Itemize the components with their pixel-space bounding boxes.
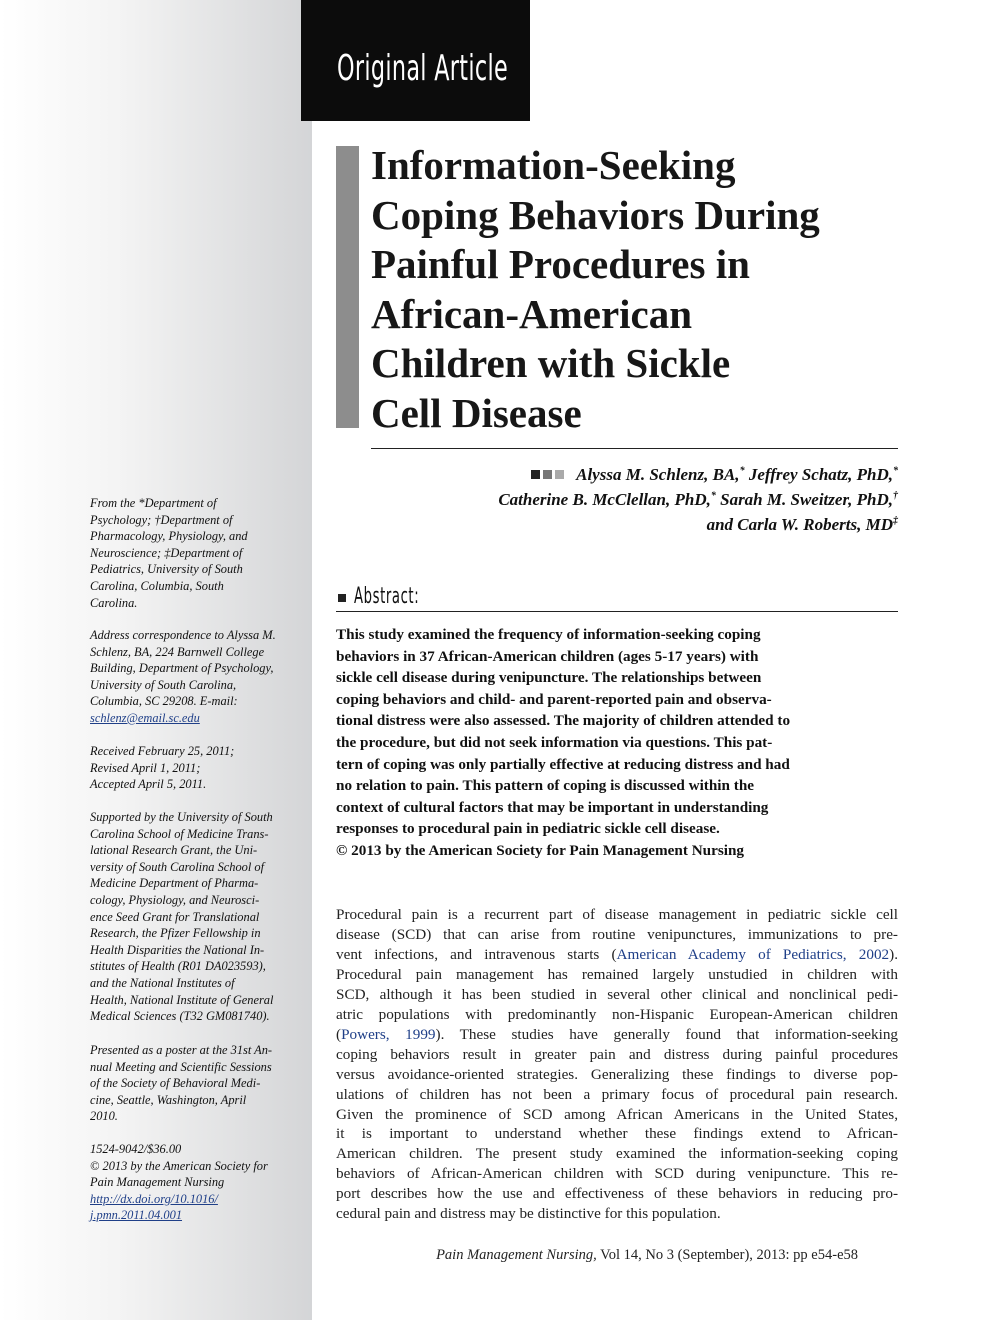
funding-note: Supported by the University of South Carolina School of Medicine Trans- lational Research Grant, the Uni- versity of South Carolina School of Medicine Department of Pharma- cology, Physiology, and Neurosci- ence Seed Grant for Translational Research, the Pfizer Fellowship in Health Disparities the National In- stitutes of Health (R01 DA023593), and the National Institutes of Health, National Institute of General Medical Sciences (T32 GM081740). [90, 810, 274, 1024]
abstract-line: no relation to pain. This pattern of coping is discussed within the [336, 777, 755, 795]
citation-link[interactable]: American Academy of Pediatrics, 2002 [616, 945, 890, 963]
affiliation-mark: * [739, 465, 745, 477]
title-line: African-American [371, 290, 693, 337]
abstract-line: behaviors in 37 African-American children (ages 5-17 years) with [336, 647, 759, 665]
body-line: it is important to understand whether these findings extend to African- [336, 1125, 898, 1143]
body-line: American children. The present study examined the information-seeking coping [336, 1145, 898, 1163]
body-paragraph [336, 905, 898, 1224]
title-accent-bar [336, 146, 359, 428]
copyright-note: 1524-9042/$36.00 © 2013 by the American Society for Pain Management Nursing http://dx.doi.org/10.1016/ j.pmn.2011.04.001 [90, 1141, 305, 1224]
affiliation-mark: † [893, 490, 898, 502]
body-line: coping behaviors result in greater pain and distress during painful procedures [336, 1045, 898, 1063]
square-icon-light [555, 470, 564, 479]
author-line [338, 512, 898, 537]
journal-citation: Vol 14, No 3 (September), 2013: pp e54-e58 [596, 1247, 858, 1263]
body-line: Given the prominence of SCD among African Americans in the United States, [336, 1105, 898, 1123]
doi-link[interactable]: j.pmn.2011.04.001 [90, 1208, 183, 1223]
article-title [371, 141, 911, 438]
title-line: Painful Procedures in [371, 241, 750, 287]
author-name: Sarah M. Sweitzer, PhD, [720, 490, 893, 509]
body-line: (Powers, 1999). These studies have generally found that information-seeking [336, 1025, 899, 1043]
abstract-line: tional distress were also assessed. The majority of children attended to [336, 712, 791, 730]
body-line: ulations of children has not been a primary focus of procedural pain research. [336, 1085, 898, 1103]
body-line: cedural pain and distress may be distinctive for this population. [336, 1205, 721, 1223]
abstract-text [336, 624, 901, 862]
citation-link[interactable]: Powers, 1999 [341, 1025, 436, 1043]
journal-footer [436, 1247, 858, 1264]
affiliation-mark: ‡ [893, 515, 898, 527]
abstract-rule [336, 611, 898, 612]
dates-note: Received February 25, 2011; Revised April 1, 2011; Accepted April 5, 2011. [90, 744, 235, 792]
square-bullet-icon [338, 594, 346, 602]
presentation-note: Presented as a poster at the 31st An- nual Meeting and Scientific Sessions of the Society of Behavioral Medi- cine, Seattle, Washington, April 2010. [90, 1043, 273, 1124]
body-line: SCD, although it has been studied in several other clinical and nonclinical pedi- [336, 985, 898, 1003]
affiliation-note: From the *Department of Psychology; †Department of Pharmacology, Physiology, and Neuroscience; ‡Department of Pediatrics, University of South Carolina, Columbia, South Carolina. [90, 496, 248, 610]
title-line: Cell Disease [371, 389, 582, 436]
article-type-label: Original Article [337, 48, 509, 89]
abstract-line: the procedure, but did not seek information via questions. This pat- [336, 733, 773, 751]
body-line: vent infections, and intravenous starts (American Academy of Pediatrics, 2002). [336, 945, 898, 963]
abstract-line: tern of coping was only partially effective at reducing distress and had [336, 755, 790, 773]
title-line: Information-Seeking [371, 142, 736, 188]
title-line: Coping Behaviors During [371, 191, 820, 238]
author-line [338, 462, 898, 487]
correspondence-note: Address correspondence to Alyssa M. Schlenz, BA, 224 Barnwell College Building, Department of Psychology, University of South Carolina, Columbia, SC 29208. E-mail: schlenz@email.sc.edu [90, 627, 305, 727]
abstract-heading: Abstract: [338, 584, 463, 609]
body-line: Procedural pain management has remained largely unstudied in children with [336, 965, 898, 983]
abstract-line: context of cultural factors that may be important in understanding [336, 798, 769, 816]
author-name: Catherine B. McClellan, PhD, [498, 490, 711, 509]
body-line: behaviors of African-American children with SCD during venipuncture. This re- [336, 1165, 898, 1183]
body-line: port describes how the use and effectiveness of these behaviors in reducing pro- [336, 1185, 898, 1203]
title-rule [371, 448, 898, 449]
affiliation-mark: * [893, 465, 898, 477]
journal-name: Pain Management Nursing, [436, 1247, 597, 1263]
square-icon-dark [531, 470, 540, 479]
article-type-banner [301, 0, 530, 121]
author-name: Jeffrey Schatz, PhD, [748, 465, 893, 484]
body-line: atric populations with predominantly non-Hispanic European-American children [336, 1005, 898, 1023]
square-icon-mid [543, 470, 552, 479]
body-line: disease (SCD) that can arise from routine venipunctures, immunizations to pre- [336, 925, 898, 943]
abstract-line: This study examined the frequency of information-seeking coping [336, 626, 761, 643]
body-line: versus avoidance-oriented strategies. Generalizing these findings to diverse pop- [336, 1065, 898, 1083]
email-link[interactable]: schlenz@email.sc.edu [90, 710, 200, 725]
body-line: Procedural pain is a recurrent part of disease management in pediatric sickle cell [336, 906, 898, 923]
author-name: and Carla W. Roberts, MD [706, 515, 893, 534]
title-line: Children with Sickle [371, 340, 731, 386]
author-name: Alyssa M. Schlenz, BA, [576, 465, 740, 484]
abstract-line: coping behaviors and child- and parent-reported pain and observa- [336, 690, 772, 708]
abstract-line: © 2013 by the American Society for Pain Management Nursing [336, 841, 745, 859]
author-list [338, 462, 898, 537]
doi-link[interactable]: http://dx.doi.org/10.1016/ [90, 1191, 218, 1206]
affiliation-mark: * [710, 490, 716, 502]
author-line [338, 487, 898, 512]
abstract-line: responses to procedural pain in pediatric sickle cell disease. [336, 820, 720, 838]
abstract-line: sickle cell disease during venipuncture. The relationships between [336, 669, 762, 687]
